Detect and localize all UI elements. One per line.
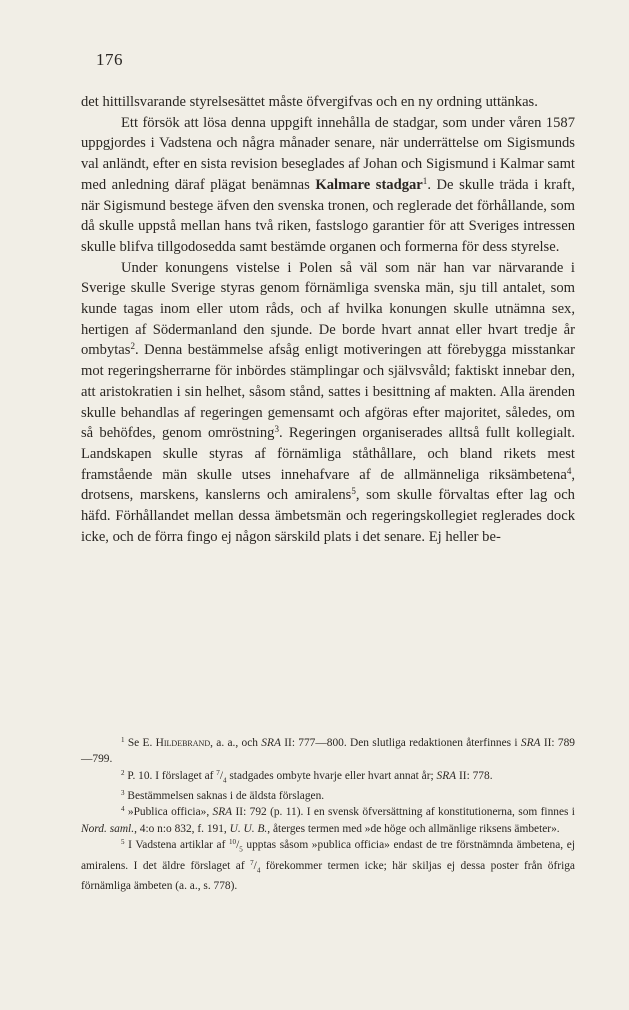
- footnote-text: P. 10. I förslaget af: [127, 769, 217, 782]
- footnote-text: II: 789—799.: [81, 737, 575, 766]
- footnote-text: I Vadstena artiklar af: [128, 839, 230, 852]
- footnotes: [81, 735, 575, 895]
- footnote-text: II: 792 (p. 11). I en svensk öfversättning af konstitutionerna, som finnes i: [232, 806, 575, 819]
- footnote-ref-3: 3: [274, 424, 279, 435]
- footnote-text: , a. a., och: [210, 737, 262, 749]
- paragraph-text: . Denna bestämmelse afsåg enligt motiveringen att förebygga misstankar mot regeringsherrarne för inbördes stämplingar och självsvåld; faktiskt innebar den, att aristokratien i sin helhet, såsom stånd, sattes i besittning af makten. Alla ärenden skulle behandlas af regeringen gemensamt och afgöras efter majoritet, således, om så behöfdes, genom omröstning: [81, 342, 575, 442]
- footnote-text: förekommer termen icke; här skiljas ej dessa poster från öfriga förnämliga ämbeten (a. a., s. 778).: [81, 859, 575, 893]
- footnote-number: 4: [121, 805, 125, 814]
- footnote-ref-5: 5: [351, 486, 356, 497]
- fraction-numerator: 10: [229, 838, 237, 847]
- footnote-source: SRA: [261, 737, 281, 749]
- footnote-source: Nord. saml.: [81, 822, 135, 835]
- footnote-source: U. U. B.: [229, 822, 268, 835]
- footnote-5: $^5$ I Vadstena artiklar af $^{10}/_5$ upptas såsom »publica officia» endast de tre förstnämnda ämbetena, ej amiralens. I det äldre förslaget af $^7/_4$ förekommer termen icke; här skiljas ej dessa poster från öfriga förnämliga ämbeten (a. a., s. 778).: [81, 838, 575, 893]
- footnote-text: II: 778.: [456, 769, 493, 782]
- fraction-numerator: 7: [216, 768, 220, 777]
- footnote-3: [81, 788, 575, 804]
- footnote-text: stadgades ombyte hvarje eller hvart annat år;: [226, 769, 437, 782]
- footnote-number: 2: [121, 768, 125, 777]
- fraction-denominator: 5: [239, 845, 243, 854]
- footnote-text: , 4:o n:o 832, f. 191,: [134, 822, 230, 835]
- footnote-source: SRA: [436, 769, 457, 782]
- footnote-4: [81, 804, 575, 837]
- footnote-number: 5: [121, 838, 125, 847]
- footnote-ref-1: 1: [422, 175, 428, 186]
- footnote-ref-4: 4: [566, 465, 572, 476]
- paragraph-text: Ett försök att lösa denna uppgift innehålla de stadgar, som under våren 1587 uppgjordes i Vadstena och några månader senare, när underrättelse om Sigismunds val anländt, efter en sista revision beseglades af Johan och Sigismund i Kalmar samt med anledning däraf plägat benämnas: [81, 114, 575, 193]
- paragraph-text: , som skulle förvaltas efter lag och häfd. Förhållandet mellan dessa ämbetsmän och regeringskollegiet reglerades dock icke, och de förra fingo ej någon särskild plats i det senare. Ej heller be-: [81, 487, 575, 545]
- footnote-ref-2: 2: [130, 341, 135, 352]
- footnote-text: Se: [127, 737, 143, 749]
- body-text: [81, 92, 575, 547]
- paragraph-text: , drotsens, marskens, kanslerns och amiralens: [81, 466, 575, 504]
- footnote-author: E. Hildebrand: [142, 737, 211, 749]
- paragraph-kalmar-stadgar: [81, 113, 575, 258]
- footnote-text: Bestämmelsen saknas i de äldsta förslagen.: [127, 790, 325, 803]
- paragraph-regering: [81, 258, 575, 548]
- footnote-text: II: 777—800. Den slutliga redaktionen återfinnes i: [280, 737, 521, 749]
- footnote-source: SRA: [520, 737, 541, 749]
- footnote-text: upptas såsom »publica officia» endast de tre förstnämnda ämbetena, ej amiralens. I det äldre förslaget af: [81, 839, 575, 872]
- term-kalmare-stadgar: Kalmare stadgar: [315, 176, 423, 193]
- paragraph-text: Under konungens vistelse i Polen så väl som när han var närvarande i Sverige skulle Sverige styras genom förnämliga svenska män, sju till antalet, som kunde tagas inom eller utom råds, och af hvilka konungen skulle utnämna sex, hertigen af Södermanland den sjunde. De borde hvart annat eller hvart tredje år ombytas: [81, 259, 575, 359]
- fraction-denominator: 4: [256, 865, 261, 874]
- page-number: 176: [96, 50, 123, 69]
- fraction-numerator: 7: [250, 858, 254, 867]
- footnote-source: SRA: [212, 806, 233, 819]
- paragraph-continuation: det hittillsvarande styrelsesättet måste öfvergifvas och en ny ordning uttänkas.: [81, 94, 538, 110]
- paragraph-text: . Regeringen organiserades alltså fullt kollegialt. Landskapen skulle styras af förnämliga ståthållare, och bland rikets mest framstående män skulle utses innehafvare af de allmänneliga riksämbetena: [81, 425, 576, 483]
- footnote-text: »Publica officia»,: [127, 806, 213, 819]
- footnote-number: 1: [121, 736, 125, 745]
- footnote-number: 3: [121, 789, 125, 798]
- fraction-denominator: 4: [222, 775, 227, 784]
- paragraph-text: . De skulle träda i kraft, när Sigismund bestege äfven den svenska tronen, och reglerade det förhållande, som då skulle uppstå mellan hans två riken, fastslogo garantier för att Sveriges intressen skulle blifva tillgodosedda samt bestämde organen och formerna för dess styrelse.: [81, 176, 575, 255]
- footnote-1: [81, 735, 575, 768]
- footnote-text: , återges termen med »de höge och allmänlige riksens ämbeter».: [267, 822, 560, 835]
- footnote-2: $^2$ P. 10. I förslaget af $^7/_4$ stadgades ombyte hvarje eller hvart annat år; SRA II: 778.: [121, 768, 493, 784]
